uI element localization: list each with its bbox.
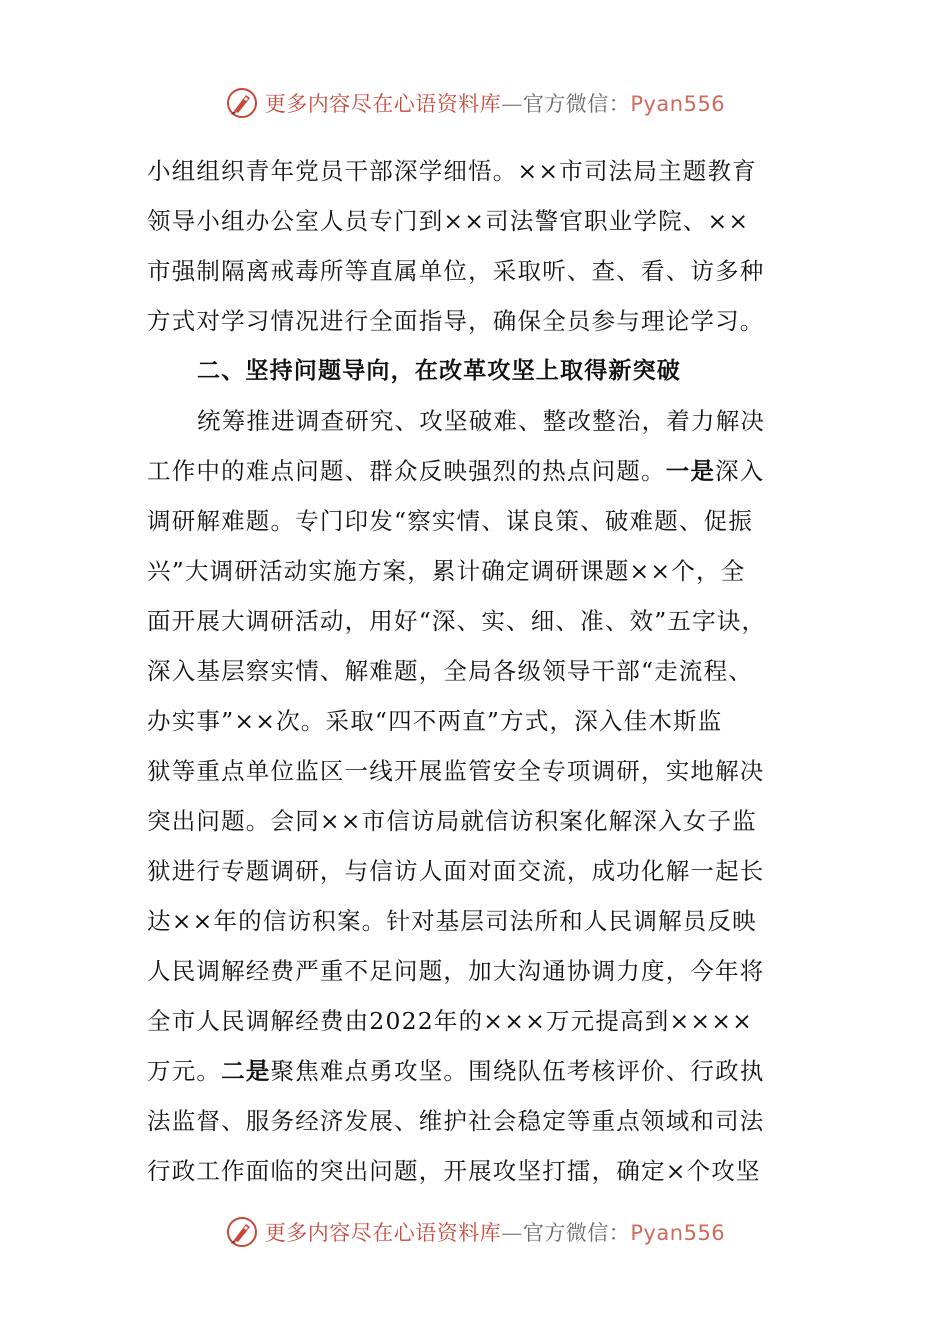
text-line: 小组组织青年党员干部深学细悟。××市司法局主题教育 (147, 157, 757, 185)
document-body (147, 146, 797, 1196)
pen-nib-logo-icon (225, 86, 259, 120)
pen-nib-logo-icon (225, 1215, 259, 1249)
text-line: 狱等重点单位监区一线开展监管安全专项调研，实地解决 (147, 757, 765, 785)
text-line: 方式对学习情况进行全面指导，确保全员参与理论学习。 (147, 307, 765, 335)
text-line: 深入基层察实情、解难题，全局各级领导干部“走流程、 (147, 657, 754, 685)
text-line: 万元。二是聚焦难点勇攻坚。围绕队伍考核评价、行政执 (147, 1057, 765, 1085)
paragraph-start-line: 统筹推进调查研究、攻坚破难、整改整治，着力解决 (197, 407, 766, 435)
text-line: 兴”大调研活动实施方案，累计确定调研课题××个，全 (147, 557, 746, 585)
banner-text: 更多内容尽在心语资料库—官方微信：Pyan556 (264, 92, 726, 116)
banner-inner (225, 86, 725, 120)
header-banner (0, 83, 950, 123)
bold-marker: 一是 (665, 457, 716, 485)
text-line: 办实事”××次。采取“四不两直”方式，深入佳木斯监 (147, 707, 723, 735)
text-line: 突出问题。会同××市信访局就信访积案化解深入女子监 (147, 807, 757, 835)
bold-marker: 二是 (221, 1057, 271, 1085)
text-line: 人民调解经费严重不足问题，加大沟通协调力度，今年将 (147, 957, 765, 985)
text-line: 调研解难题。专门印发“察实情、谋良策、破难题、促振 (147, 507, 754, 535)
banner-text: 更多内容尽在心语资料库—官方微信：Pyan556 (264, 1221, 726, 1245)
text-line: 市强制隔离戒毒所等直属单位，采取听、查、看、访多种 (147, 257, 765, 285)
text-line: 工作中的难点问题、群众反映强烈的热点问题。一是深入 (147, 457, 765, 485)
text-line: 面开展大调研活动，用好“深、实、细、准、效”五字诀， (147, 607, 767, 635)
section-heading: 二、坚持问题导向，在改革攻坚上取得新突破 (197, 358, 681, 384)
text-line: 领导小组办公室人员专门到××司法警官职业学院、×× (147, 207, 750, 235)
text-line: 全市人民调解经费由2022年的×××万元提高到×××× (147, 1007, 754, 1035)
text-line: 达××年的信访积案。针对基层司法所和人民调解员反映 (147, 907, 757, 935)
text-line: 狱进行专题调研，与信访人面对面交流，成功化解一起长 (147, 857, 765, 885)
banner-inner (225, 1215, 725, 1249)
text-line: 法监督、服务经济发展、维护社会稳定等重点领域和司法 (147, 1107, 765, 1135)
text-line: 行政工作面临的突出问题，开展攻坚打擂，确定×个攻坚 (147, 1157, 761, 1185)
footer-banner (0, 1212, 950, 1252)
